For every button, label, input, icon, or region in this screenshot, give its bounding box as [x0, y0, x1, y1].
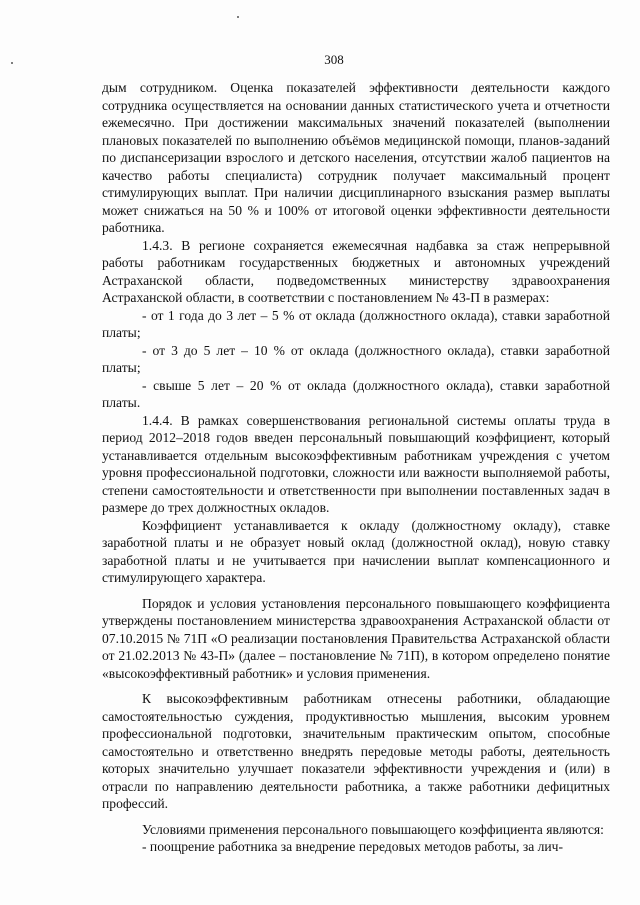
- paragraph: дым сотрудником. Оценка показателей эффективности деятельности каждого сотрудника осуществляется на основании данных статистического учета и отчетности ежемесячно. При достижении максимальных значений показателей (выполнении плановых показателей по выполнению объёмов медицинской помощи, планов-заданий по диспансеризации взрослого и детского населения, отсутствии жалоб пациентов на качество работы специалиста) сотрудник получает максимальный процент стимулирующих выплат. При наличии дисциплинарного взыскания размер выплаты может снижаться на 50 % и 100% от итоговой оценки эффективности деятельности работника.: [102, 80, 610, 235]
- paragraph: 1.4.3. В регионе сохраняется ежемесячная надбавка за стаж непрерывной работы работникам государственных бюджетных и автономных учреждений Астраханской области, подведомственных министерству здравоохранения Астраханской области, в соответствии с постановлением № 43-П в размерах:: [102, 237, 610, 305]
- list-item: - свыше 5 лет – 20 % от оклада (должностного оклада), ставки заработной платы.: [102, 377, 610, 410]
- paragraph: Коэффициент устанавливается к окладу (должностному окладу), ставке заработной платы и не образует новый оклад (должностной оклад), новую ставку заработной платы и не учитывается при начислении выплат компенсационного и стимулирующего характера.: [102, 517, 610, 585]
- scan-speck: [237, 16, 239, 18]
- scan-speck: [11, 62, 13, 64]
- list-item: - от 3 до 5 лет – 10 % от оклада (должностного оклада), ставки заработной платы;: [102, 342, 610, 375]
- list-item: - поощрение работника за внедрение передовых методов работы, за лич-: [142, 839, 564, 854]
- paragraph: 1.4.4. В рамках совершенствования региональной системы оплаты труда в период 2012–2018 годов введен персональный повышающий коэффициент, который устанавливается отдельным высокоэффективным работникам учреждения с учетом уровня профессиональной подготовки, сложности или важности выполняемой работы, степени самостоятельности и ответственности при выполнении поставленных задач в размере до трех должностных окладов.: [102, 412, 610, 515]
- body-text: [102, 79, 610, 856]
- paragraph: К высокоэффективным работникам отнесены работники, обладающие самостоятельностью суждения, продуктивностью мышления, высоким уровнем профессиональной подготовки, значительным практическим опытом, способные самостоятельно и ответственно внедрять передовые методы работы, деятельность которых значительно улучшает показатели эффективности учреждения и (или) в отрасли по направлению деятельности работника, а также работники дефицитных профессий.: [102, 691, 610, 811]
- page-number: 308: [324, 52, 344, 67]
- paragraph: Условиями применения персонального повышающего коэффициента являются:: [142, 821, 604, 837]
- list-item: - от 1 года до 3 лет – 5 % от оклада (должностного оклада), ставки заработной платы;: [102, 307, 610, 340]
- paragraph: Порядок и условия установления персонального повышающего коэффициента утверждены постановлением министерства здравоохранения Астраханской области от 07.10.2015 № 71П «О реализации постановления Правительства Астраханской области от 21.02.2013 № 43-П» (далее – постановление № 71П), в котором определено понятие «высокоэффективный работник» и условия применения.: [102, 595, 610, 681]
